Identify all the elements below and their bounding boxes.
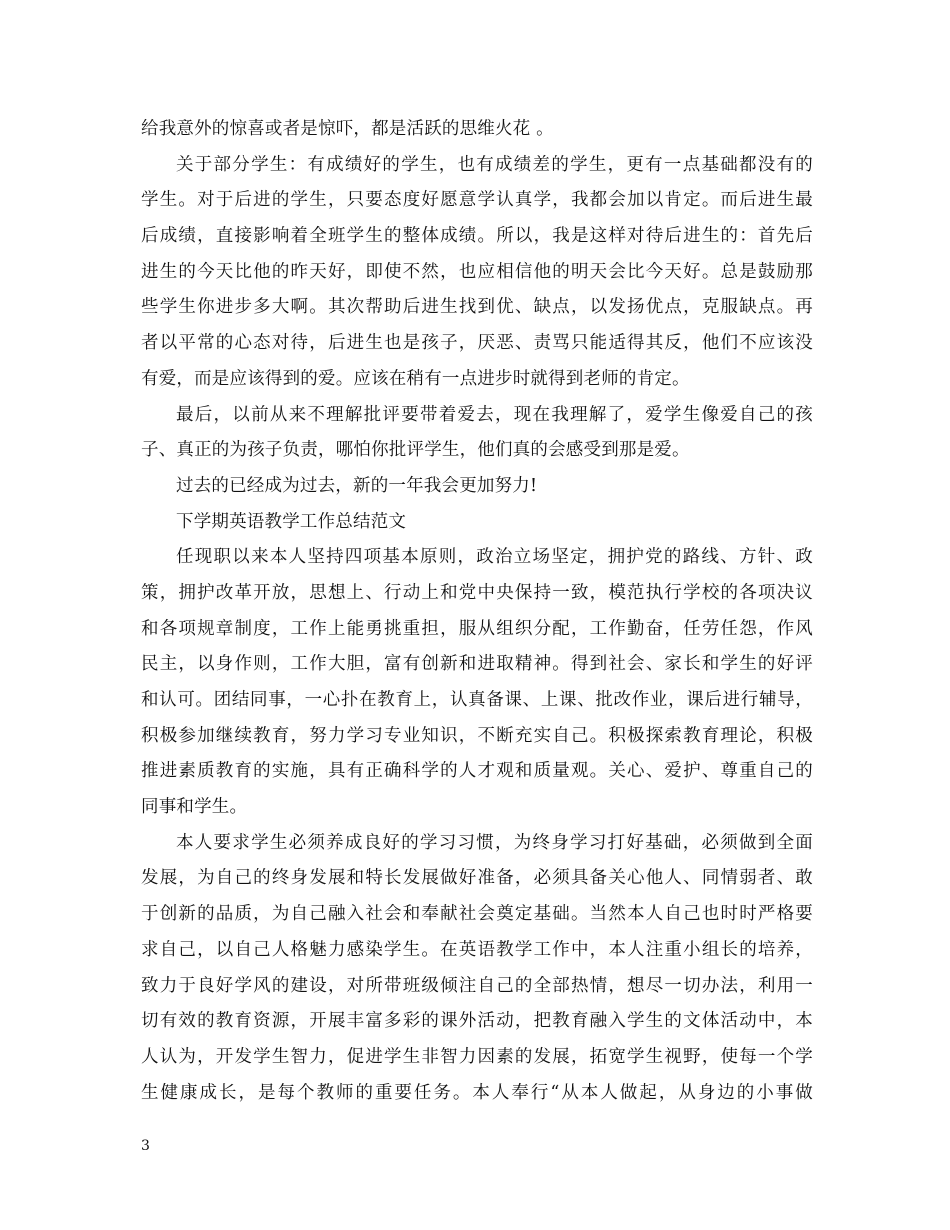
text-line: 求自己，以自己人格魅力感染学生。在英语教学工作中，本人注重小组长的培养，: [141, 939, 813, 960]
text-line: 策，拥护改革开放，思想上、行动上和党中央保持一致，模范执行学校的各项决议: [141, 582, 813, 603]
text-line: 关于部分学生：有成绩好的学生，也有成绩差的学生，更有一点基础都没有的: [176, 154, 813, 175]
text-line: 推进素质教育的实施，具有正确科学的人才观和质量观。关心、爱护、尊重自己的: [141, 761, 813, 782]
text-line: 者以平常的心态对待，后进生也是孩子，厌恶、责骂只能适得其反，他们不应该没: [141, 333, 813, 354]
text-line: 任现职以来本人坚持四项基本原则，政治立场坚定，拥护党的路线、方针、政: [176, 547, 813, 568]
text-line: 最后，以前从来不理解批评要带着爱去，现在我理解了，爱学生像爱自己的孩: [176, 404, 813, 425]
text-line: 学生。对于后进的学生，只要态度好愿意学认真学，我都会加以肯定。而后进生最: [141, 190, 813, 211]
text-line: 下学期英语教学工作总结范文: [176, 511, 407, 532]
text-line: 民主，以身作则，工作大胆，富有创新和进取精神。得到社会、家长和学生的好评: [141, 654, 813, 675]
text-line: 同事和学生。: [141, 797, 248, 818]
text-line: 人认为，开发学生智力，促进学生非智力因素的发展，拓宽学生视野，使每一个学: [141, 1046, 813, 1067]
text-line: 于创新的品质，为自己融入社会和奉献社会奠定基础。当然本人自己也时时严格要: [141, 904, 813, 925]
text-line: 本人要求学生必须养成良好的学习习惯，为终身学习打好基础，必须做到全面: [176, 832, 813, 853]
text-line: 致力于良好学风的建设，对所带班级倾注自己的全部热情，想尽一切办法，利用一: [141, 975, 813, 996]
text-line: 和各项规章制度，工作上能勇挑重担，服从组织分配，工作勤奋，任劳任怨，作风: [141, 618, 813, 639]
text-line: 切有效的教育资源，开展丰富多彩的课外活动，把教育融入学生的文体活动中，本: [141, 1011, 813, 1032]
page-number: 3: [141, 1138, 150, 1154]
text-line: 后成绩，直接影响着全班学生的整体成绩。所以，我是这样对待后进生的：首先后: [141, 226, 813, 247]
document-body: [141, 112, 813, 1111]
text-line: 过去的已经成为过去，新的一年我会更加努力!: [176, 475, 538, 496]
text-line: 有爱，而是应该得到的爱。应该在稍有一点进步时就得到老师的肯定。: [141, 368, 690, 389]
text-line: 进生的今天比他的昨天好，即使不然，也应相信他的明天会比今天好。总是鼓励那: [141, 261, 813, 282]
text-line: 积极参加继续教育，努力学习专业知识，不断充实自己。积极探索教育理论，积极: [141, 725, 813, 746]
text-line: 生健康成长，是每个教师的重要任务。本人奉行“从本人做起，从身边的小事做: [141, 1082, 813, 1103]
text-line: 些学生你进步多大啊。其次帮助后进生找到优、缺点，以发扬优点，克服缺点。再: [141, 297, 813, 318]
text-line: 给我意外的惊喜或者是惊吓，都是活跃的思维火花 。: [141, 119, 554, 139]
text-line: 和认可。团结同事，一心扑在教育上，认真备课、上课、批改作业，课后进行辅导，: [141, 690, 813, 710]
text-line: 发展，为自己的终身发展和特长发展做好准备，必须具备关心他人、同情弱者、敢: [141, 868, 813, 889]
text-line: 子、真正的为孩子负责，哪怕你批评学生，他们真的会感受到那是爱。: [141, 440, 690, 461]
